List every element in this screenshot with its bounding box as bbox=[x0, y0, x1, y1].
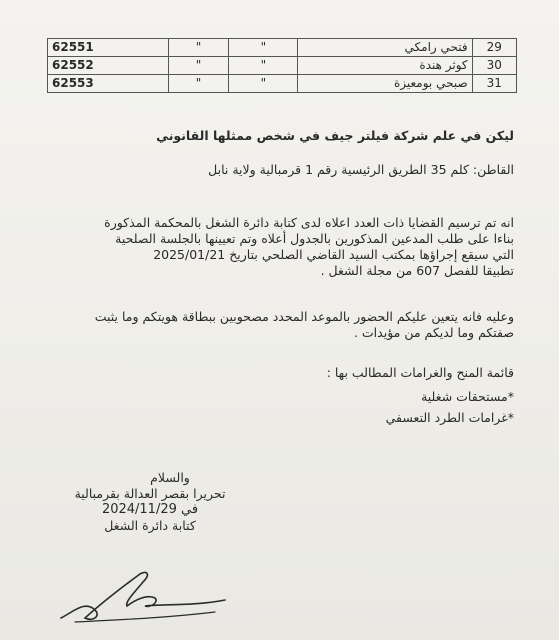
row-number-cell: 31 bbox=[472, 75, 516, 93]
case-code-cell: 62552 bbox=[48, 57, 169, 75]
ditto-cell: " bbox=[229, 75, 298, 93]
closing-block bbox=[60, 470, 240, 534]
case-code-cell: 62553 bbox=[48, 75, 169, 93]
case-code-cell: 62551 bbox=[48, 39, 169, 57]
row-number-cell: 30 bbox=[472, 57, 516, 75]
closing-place: تحريرا بقصر العدالة بقرمبالية bbox=[74, 486, 226, 501]
claim-item: *مستحقات شغلية bbox=[421, 389, 514, 404]
case-body-paragraph bbox=[34, 215, 514, 279]
claim-item: *غرامات الطرد التعسفي bbox=[385, 410, 514, 425]
body-line: التي سيقع إجراؤها بمكتب السيد القاضي الصلحي بتاريخ 2025/01/21 bbox=[153, 247, 514, 262]
summons-line: صفتكم وما لديكم من مؤيدات . bbox=[353, 325, 514, 340]
table-row bbox=[48, 39, 517, 57]
recipient-address: القاطن: كلم 35 الطريق الرئيسية رقم 1 قرمبالية ولاية نابل bbox=[208, 162, 514, 177]
ditto-cell: " bbox=[168, 75, 229, 93]
notice-recipient: ليكن في علم شركة فيلتر جيف في شخص ممثلها القانوني bbox=[156, 128, 514, 143]
ditto-cell: " bbox=[229, 39, 298, 57]
handwritten-signature bbox=[55, 560, 230, 630]
body-line: تطبيقا للفصل 607 من مجلة الشغل . bbox=[320, 263, 514, 278]
closing-office: كتابة دائرة الشغل bbox=[104, 518, 196, 533]
table-row bbox=[48, 75, 517, 93]
claims-title: قائمة المنح والغرامات المطالب بها : bbox=[326, 365, 514, 380]
plaintiffs-table bbox=[47, 38, 517, 93]
closing-date: في 2024/11/29 bbox=[101, 502, 199, 517]
ditto-cell: " bbox=[168, 39, 229, 57]
row-number-cell: 29 bbox=[472, 39, 516, 57]
plaintiff-name-cell: فتحي رامكي bbox=[298, 39, 472, 57]
summons-paragraph bbox=[34, 309, 514, 341]
summons-line: وعليه فانه يتعين عليكم الحضور بالموعد المحدد مصحوبين ببطاقة هويتكم وما يثبت bbox=[94, 309, 514, 324]
plaintiff-name-cell: صبحي بومعيزة bbox=[298, 75, 472, 93]
ditto-cell: " bbox=[229, 57, 298, 75]
plaintiff-name-cell: كوثر هندة bbox=[298, 57, 472, 75]
table-row bbox=[48, 57, 517, 75]
ditto-cell: " bbox=[168, 57, 229, 75]
closing-salutation: والسلام bbox=[150, 470, 190, 485]
body-line: بناءا على طلب المدعين المذكورين بالجدول أعلاه وتم تعيينها بالجلسة الصلحية bbox=[115, 231, 514, 246]
body-line: انه تم ترسيم القضايا ذات العدد اعلاه لدى كتابة دائرة الشغل بالمحكمة المذكورة bbox=[104, 215, 514, 230]
